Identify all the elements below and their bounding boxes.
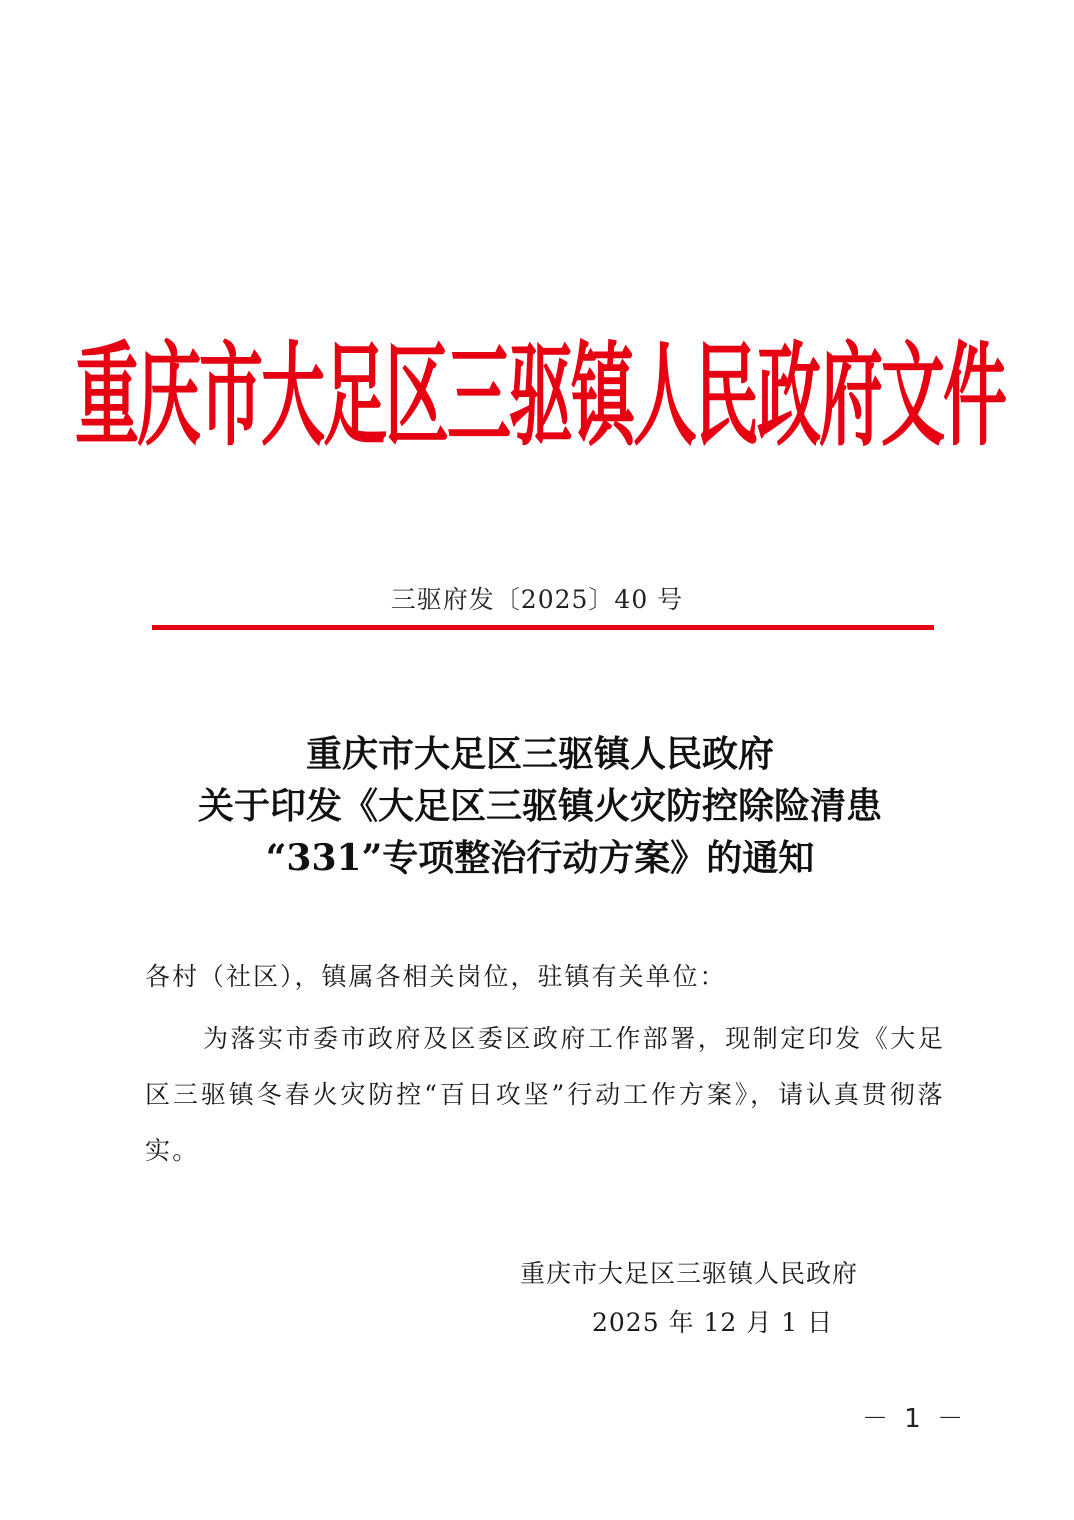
title-line-2: 关于印发《大足区三驱镇火灾防控除险清患 [197, 785, 882, 827]
red-divider-line [152, 625, 934, 630]
document-masthead [75, 312, 1005, 463]
issuer-signature: 重庆市大足区三驱镇人民政府 [520, 1259, 859, 1288]
page-number: － 1 － [862, 1404, 968, 1434]
title-line-1: 重庆市大足区三驱镇人民政府 [305, 733, 774, 775]
issue-date: 2025 年 12 月 1 日 [592, 1308, 834, 1337]
document-number: 三驱府发〔2025〕40 号 [390, 585, 684, 614]
masthead-title: 重庆市大足区三驱镇人民政府文件 [75, 332, 1005, 463]
salutation: 各村（社区），镇属各相关岗位，驻镇有关单位： [145, 962, 727, 991]
title-line-3: “331”专项整治行动方案》的通知 [265, 837, 815, 879]
body-paragraph: 为落实市委市政府及区委区政府工作部署，现制定印发《大足区三驱镇冬春火灾防控“百日攻坚”行动工作方案》，请认真贯彻落实。 [145, 1024, 945, 1165]
document-title [100, 728, 980, 884]
